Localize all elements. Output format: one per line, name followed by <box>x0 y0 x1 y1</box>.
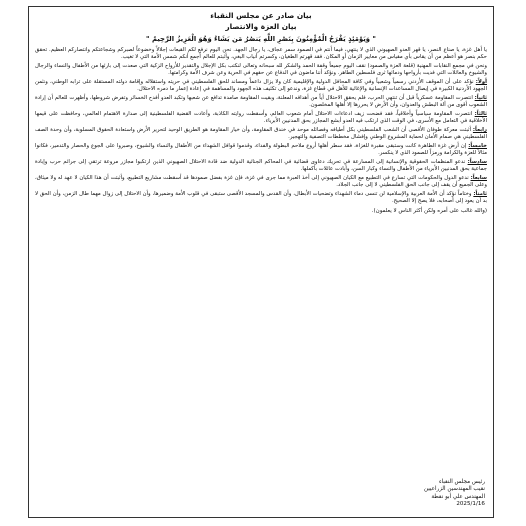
statement-item <box>35 79 487 94</box>
statement-item <box>35 127 487 142</box>
statement-item <box>35 191 487 206</box>
item-label: أولاً: <box>475 79 487 85</box>
item-label: سادساً: <box>467 159 487 165</box>
item-text: نؤكد على أن الموقف الأردني رسمياً وشعبياً وفي كافة المحافل الدولية والإقليمية كان ولا يزال داعماً ومساند للحق الفلسطيني في حريته واستقلاله وإقامة دولته المستقلة على ترابه الوطني، ونثمن الجهود الأردنية الكبيرة في إيصال المساعدات الإنسانية والإغاثية للأهل في قطاع غزة، وندعو إلى تكثيف هذه الجهود والمساهمة في إعادة إعمار ما دمره الاحتلال. <box>35 79 487 93</box>
item-text: وختاماً نؤكد أن الأمة العربية والإسلامية لن تنسى دماء الشهداء وتضحيات الأبطال، وأن القدس والمسجد الأقصى ستبقى في قلوب الأمة وضميرها، وأن الاحتلال إلى زوال مهما طال الزمن، وأن الحق لا بد أن يعود إلى أصحابه، فلا يصح إلا الصحيح. <box>35 191 487 205</box>
item-label: سابعاً: <box>470 175 487 181</box>
item-text: انتصرت المقاومة سياسياً وأخلاقياً، فقد فضحت زيف ادعاءات الاحتلال أمام شعوب العالم، وأسقطت روايته الكاذبة، وأعادت القضية الفلسطينية إلى صدارة الاهتمام العالمي، وحافظت على قيمها الأخلاقية في التعامل مع الأسرى، في الوقت الذي ارتكب فيه العدو أبشع المجازر بحق المدنيين الأبرياء. <box>35 111 487 125</box>
item-label: خامساً: <box>468 143 487 149</box>
signer-title: رئيس مجلس النقباء <box>438 478 485 485</box>
closing-verse: (والله غالب على أمره ولكن أكثر الناس لا يعلمون). <box>371 207 487 214</box>
statement-subtitle: بيان العزة والانتصار <box>225 22 297 31</box>
statement-item <box>35 111 487 126</box>
document-frame <box>28 6 494 518</box>
intro-paragraph: يا أهل غزة، يا صناع النصر، يا قهر العدو الصهيوني الذي لا ينتهي، فيما أنتم في الصمود سمر عجاف، يا رجال الجهد. نحن اليوم نرفع لكم القبعات إجلالاً وخضوعاً لصبركم وشجاعتكم وانتصاركم العظيم. تحقق حكم بنصر هو أعظم من أن يقاس بأي مقياس من معايير الزمان أو المكان. فقد قهرتم الطغيان، وكسرتم أنياب البغي، وأثبتم للعالم أجمع أنكم شمس الأمة التي لا تغيب. <box>35 47 487 61</box>
item-text: ندعو الدول والحكومات التي تسارع في التطبيع مع الكيان الصهيوني إلى أخذ العبرة مما جرى في غزة، فإن غزة بفضل صمودها قد أسقطت مشاريع التطبيع، وأثبتت أن هذا الكيان لا عهد له ولا ميثاق، وعلى الجميع أن يقف إلى جانب الحق الفلسطيني لا إلى جانب الجلاد. <box>35 175 487 189</box>
item-label: ثامناً: <box>473 191 487 197</box>
item-text: إن أرض غزة الطاهرة كانت وستبقى مقبرة للغزاة، فقد سطر أهلها أروع ملاحم البطولة والفداء، وقدموا قوافل الشهداء من الأطفال والنساء والشيوخ، وصبروا على الجوع والحصار والتدمير، فكانوا مثالاً للعزة والكرامة ورمزاً للصمود الذي لا ينكسر. <box>35 143 487 157</box>
item-text: أثبتت معركة طوفان الأقصى أن الشعب الفلسطيني بكل أطيافه وفصائله موحد في خندق المقاومة، وأن خيار المقاومة هو الطريق الوحيد لتحرير الأرض واستعادة الحقوق المسلوبة، وأن وحدة الصف الفلسطيني هي صمام الأمان لحماية المشروع الوطني وإفشال مخططات التصفية والتهجير. <box>35 127 487 141</box>
statement-item <box>35 143 487 158</box>
statement-item <box>35 159 487 174</box>
intro-paragraph: ونحن في مجمع النقابات المهنية (قلعة العزة والصمود) نقف اليوم جميعاً وقفة الحمد والشكر لله سبحانه وتعالى لنكتب بكل الإجلال والتقدير للأرواح الزكية التي صعدت إلى بارئها من الأطفال والنساء والرجال والشيوخ والعائلات التي فديت بأرواحها ودمائها ثرى فلسطين الطاهر. ونؤكد أننا ماضون في الدفاع عن حقهم في الحرية وعن شرف الأمة وكرامتها. <box>35 63 487 77</box>
statement-page <box>35 11 487 513</box>
statement-body <box>35 47 487 215</box>
statement-date: 2025/1/16 <box>456 501 485 508</box>
item-label: ثالثاً: <box>474 111 487 117</box>
item-text: ندعو المنظمات الحقوقية والإنسانية إلى المسارعة في تحريك دعاوى قضائية في المحاكم الجنائية الدولية ضد قادة الاحتلال الصهيوني الذين ارتكبوا مجازر مروعة ترتقي إلى جرائم حرب وإبادة جماعية بحق المدنيين الأبرياء من الأطفال والنساء وكبار السن، وأبادت عائلات بأكملها. <box>35 159 487 173</box>
item-label: ثانياً: <box>474 95 487 101</box>
statement-title: بيان صادر عن مجلس النقباء <box>210 11 312 20</box>
item-text: انتصرت المقاومة عسكرياً قبل أن تنتهي الحرب، فلم يحقق الاحتلال أياً من أهدافه المعلنة، وبقيت المقاومة صامدة تدافع عن شعبها وتكبد العدو أفدح الخسائر وتفرض شروطها، وأظهرت للعالم أن إرادة الشعوب أقوى من آلة البطش والعدوان، وأن الأرض لا يحررها إلا أهلها المخلصون. <box>35 95 487 109</box>
signature-block <box>424 479 485 509</box>
statement-item <box>35 95 487 110</box>
item-label: رابعاً: <box>472 127 487 133</box>
statement-item <box>35 175 487 190</box>
signer-role: نقيب المهندسين الزراعيين <box>423 486 485 493</box>
quran-verse: " وَيَوْمَئِذٍ يَفْرَحُ الْمُؤْمِنُونَ بِنَصْرِ اللَّهِ يَنصُرُ مَن يَشَاءُ وَهُوَ الْعَزِيزُ الرَّحِيمُ " <box>146 35 376 43</box>
signer-name: المهندس علي أبو نقطة <box>431 493 485 500</box>
